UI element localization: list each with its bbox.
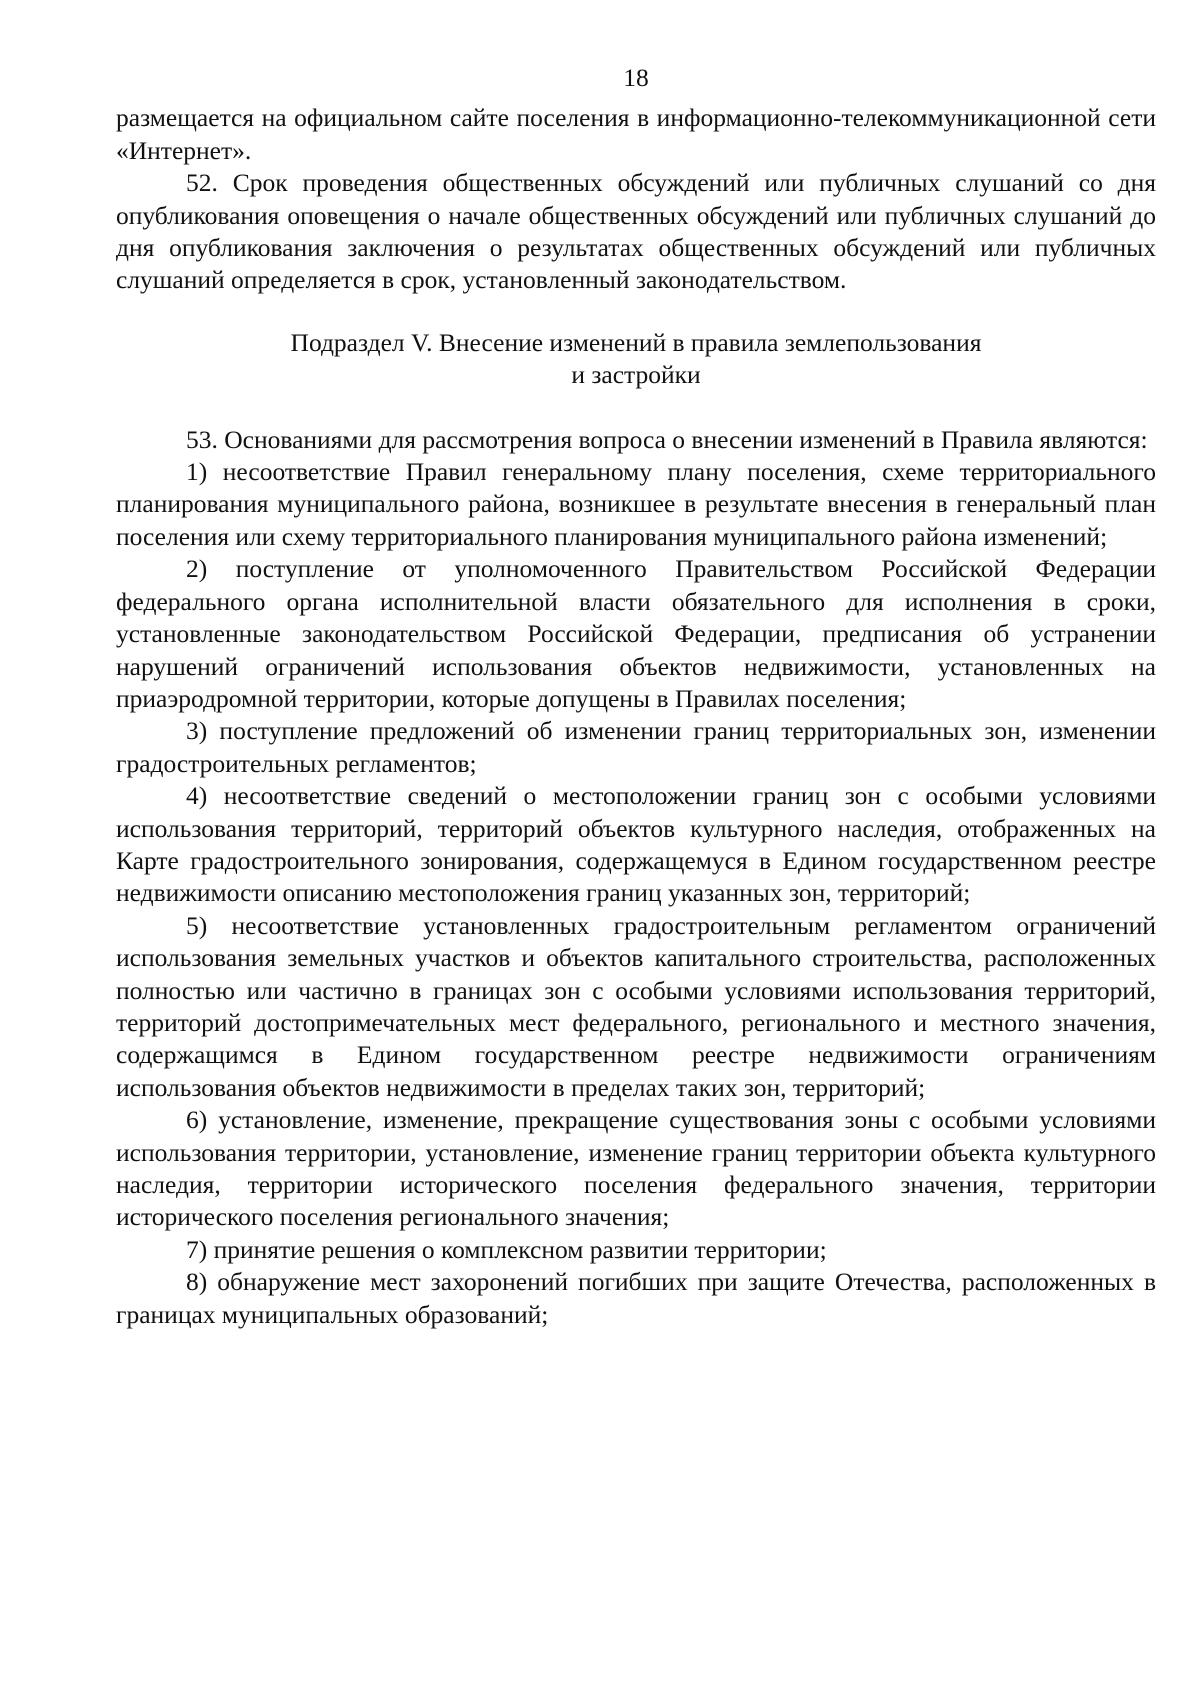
list-item-2: 2) поступление от уполномоченного Правительством Российской Федерации федерального органа исполнительной власти обязательного для исполнения в сроки, установленные законодательством Российской Федерации, предписания об устранении нарушений ограничений использования объектов недвижимости, установленных на приаэродромной территории, которые допущены в Правилах поселения;	[116, 554, 1156, 713]
paragraph-52: 52. Срок проведения общественных обсуждений или публичных слушаний со дня опубликования оповещения о начале общественных обсуждений или публичных слушаний до дня опубликования заключения о результатах общественных обсуждений или публичных слушаний определяется в срок, установленный законодательством.	[116, 168, 1156, 295]
paragraph-continuation: размещается на официальном сайте поселения в информационно-телекоммуникационной сети «Интернет».	[116, 103, 1156, 165]
page-number: 18	[623, 63, 649, 92]
list-item-8: 8) обнаружение мест захоронений погибших при защите Отечества, расположенных в границах муниципальных образований;	[116, 1267, 1156, 1329]
list-item-3: 3) поступление предложений об изменении границ территориальных зон, изменении градостроительных регламентов;	[116, 716, 1156, 778]
subsection-heading-line-1: Подраздел V. Внесение изменений в правила землепользования	[290, 327, 982, 357]
subsection-heading	[116, 327, 1156, 392]
list-item-4: 4) несоответствие сведений о местоположении границ зон с особыми условиями использования территорий, территорий объектов культурного наследия, отображенных на Карте градостроительного зонирования, содержащемуся в Едином государственном реестре недвижимости описанию местоположения границ указанных зон, территорий;	[116, 781, 1156, 908]
subsection-heading-line-2: и застройки	[571, 360, 701, 390]
list-item-1: 1) несоответствие Правил генеральному плану поселения, схеме территориального планирования муниципального района, возникшее в результате внесения в генеральный план поселения или схему территориального планирования муниципального района изменений;	[116, 457, 1156, 551]
list-item-6: 6) установление, изменение, прекращение существования зоны с особыми условиями использования территории, установление, изменение границ территории объекта культурного наследия, территории исторического поселения федерального значения, территории исторического поселения регионального значения;	[116, 1105, 1156, 1232]
document-page	[116, 62, 1156, 1331]
list-item-7: 7) принятие решения о комплексном развитии территории;	[186, 1234, 827, 1264]
paragraph-53: 53. Основаниями для рассмотрения вопроса о внесении изменений в Правила являются:	[186, 424, 1148, 454]
list-item-5: 5) несоответствие установленных градостроительным регламентом ограничений использования земельных участков и объектов капитального строительства, расположенных полностью или частично в границах зон с особыми условиями использования территорий, территорий достопримечательных мест федерального, регионального и местного значения, содержащимся в Едином государственном реестре недвижимости ограничениям использования объектов недвижимости в пределах таких зон, территорий;	[116, 910, 1156, 1102]
